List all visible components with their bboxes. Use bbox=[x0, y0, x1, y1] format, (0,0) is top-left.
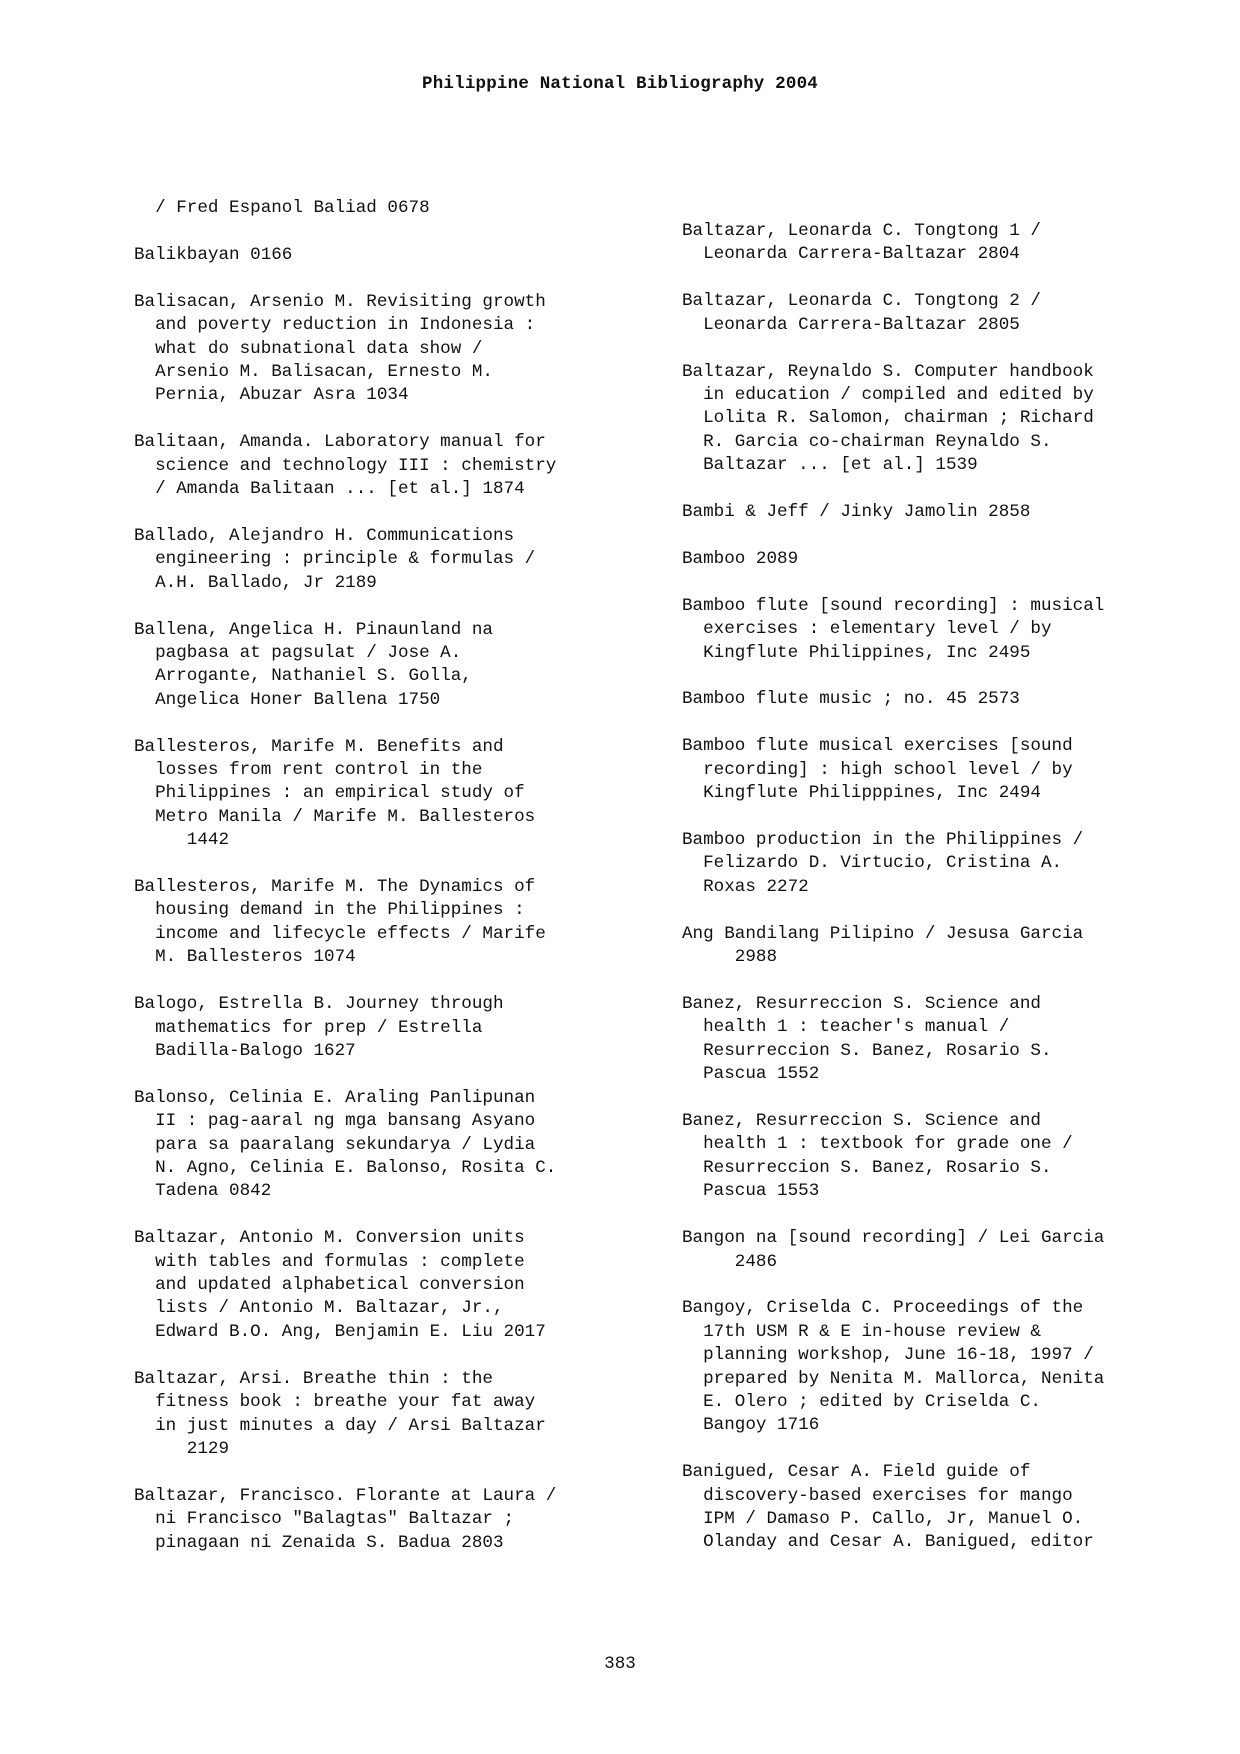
entry-line: Baltazar ... [et al.] 1539 bbox=[682, 455, 978, 476]
entry-line: Baltazar, Arsi. Breathe thin : the bbox=[134, 1368, 493, 1389]
entry-line: Bambi & Jeff / Jinky Jamolin 2858 bbox=[682, 502, 1031, 523]
bibliography-entry bbox=[134, 525, 634, 595]
entry-line: Tadena 0842 bbox=[134, 1181, 272, 1202]
entry-line: Banez, Resurreccion S. Science and bbox=[682, 993, 1041, 1014]
entry-line: Balikbayan 0166 bbox=[134, 244, 293, 265]
entry-line: Bamboo flute music ; no. 45 2573 bbox=[682, 689, 1020, 710]
entry-line: fitness book : breathe your fat away bbox=[134, 1392, 536, 1413]
entry-line: Leonarda Carrera-Baltazar 2805 bbox=[682, 314, 1020, 335]
entry-line: pagbasa at pagsulat / Jose A. bbox=[134, 642, 462, 663]
entry-line: / Amanda Balitaan ... [et al.] 1874 bbox=[134, 479, 525, 500]
bibliography-entry bbox=[682, 688, 1182, 711]
entry-line: Ballesteros, Marife M. Benefits and bbox=[134, 736, 504, 757]
entry-line: Baltazar, Leonarda C. Tongtong 1 / bbox=[682, 221, 1041, 241]
bibliography-entry bbox=[682, 1227, 1182, 1274]
page-number: 383 bbox=[604, 1654, 636, 1674]
entry-line: R. Garcia co-chairman Reynaldo S. bbox=[682, 431, 1052, 452]
bibliography-entry bbox=[134, 736, 634, 853]
entry-line: Pascua 1552 bbox=[682, 1064, 820, 1085]
entry-line: Baltazar, Leonarda C. Tongtong 2 / bbox=[682, 291, 1041, 312]
entry-line: Olanday and Cesar A. Banigued, editor bbox=[682, 1532, 1094, 1553]
bibliography-entry bbox=[682, 923, 1182, 970]
entry-line: / Fred Espanol Baliad 0678 bbox=[134, 198, 430, 218]
entry-line: Metro Manila / Marife M. Ballesteros bbox=[134, 806, 536, 827]
entry-line: lists / Antonio M. Baltazar, Jr., bbox=[134, 1298, 504, 1319]
entry-line: Resurreccion S. Banez, Rosario S. bbox=[682, 1040, 1052, 1061]
entry-line: Angelica Honer Ballena 1750 bbox=[134, 689, 441, 710]
entry-line: pinagaan ni Zenaida S. Badua 2803 bbox=[134, 1532, 504, 1553]
entry-line: discovery-based exercises for mango bbox=[682, 1485, 1073, 1506]
entry-line: Arrogante, Nathaniel S. Golla, bbox=[134, 666, 472, 687]
entry-line: ni Francisco "Balagtas" Baltazar ; bbox=[134, 1509, 515, 1530]
bibliography-entry bbox=[134, 876, 634, 970]
entry-line: Bamboo 2089 bbox=[682, 548, 799, 569]
bibliography-entry bbox=[682, 361, 1182, 478]
entry-line: Ballado, Alejandro H. Communications bbox=[134, 525, 515, 546]
bibliography-column-right bbox=[682, 220, 1182, 1578]
entry-line: engineering : principle & formulas / bbox=[134, 549, 536, 570]
entry-line: Ballesteros, Marife M. The Dynamics of bbox=[134, 877, 536, 898]
entry-line: 1442 bbox=[134, 830, 230, 851]
entry-line: Pernia, Abuzar Asra 1034 bbox=[134, 385, 409, 406]
entry-line: income and lifecycle effects / Marife bbox=[134, 923, 546, 944]
entry-line: prepared by Nenita M. Mallorca, Nenita bbox=[682, 1368, 1105, 1389]
entry-line: Kingflute Philippines, Inc 2495 bbox=[682, 642, 1031, 663]
entry-line: Leonarda Carrera-Baltazar 2804 bbox=[682, 244, 1020, 265]
bibliography-entry bbox=[134, 244, 634, 267]
entry-line: Edward B.O. Ang, Benjamin E. Liu 2017 bbox=[134, 1321, 546, 1342]
entry-line: in education / compiled and edited by bbox=[682, 384, 1094, 405]
bibliography-entry bbox=[682, 290, 1182, 337]
entry-line: Balisacan, Arsenio M. Revisiting growth bbox=[134, 291, 546, 312]
entry-line: Bangoy, Criselda C. Proceedings of the bbox=[682, 1298, 1084, 1319]
entry-line: Badilla-Balogo 1627 bbox=[134, 1040, 356, 1061]
bibliography-entry bbox=[682, 1110, 1182, 1204]
entry-line: Bamboo flute [sound recording] : musical bbox=[682, 595, 1105, 616]
entry-line: IPM / Damaso P. Callo, Jr, Manuel O. bbox=[682, 1509, 1084, 1530]
entry-line: losses from rent control in the bbox=[134, 760, 483, 781]
bibliography-entry bbox=[134, 1227, 634, 1344]
entry-line: mathematics for prep / Estrella bbox=[134, 1017, 483, 1038]
entry-line: A.H. Ballado, Jr 2189 bbox=[134, 572, 377, 593]
entry-line: Bamboo production in the Philippines / bbox=[682, 830, 1084, 851]
bibliography-entry bbox=[682, 993, 1182, 1087]
entry-line: Baltazar, Reynaldo S. Computer handbook bbox=[682, 361, 1094, 382]
entry-line: M. Ballesteros 1074 bbox=[134, 947, 356, 968]
entry-line: Baltazar, Francisco. Florante at Laura / bbox=[134, 1485, 557, 1506]
entry-line: Kingflute Philipppines, Inc 2494 bbox=[682, 783, 1041, 804]
bibliography-entry bbox=[682, 829, 1182, 899]
entry-line: Resurreccion S. Banez, Rosario S. bbox=[682, 1157, 1052, 1178]
bibliography-entry bbox=[682, 735, 1182, 805]
bibliography-entry bbox=[134, 1485, 634, 1555]
entry-line: health 1 : textbook for grade one / bbox=[682, 1134, 1073, 1155]
entry-line: in just minutes a day / Arsi Baltazar bbox=[134, 1415, 546, 1436]
entry-line: and poverty reduction in Indonesia : bbox=[134, 315, 536, 336]
entry-line: Bangon na [sound recording] / Lei Garcia bbox=[682, 1228, 1105, 1249]
bibliography-entry bbox=[134, 993, 634, 1063]
entry-line: Pascua 1553 bbox=[682, 1181, 820, 1202]
entry-line: para sa paaralang sekundarya / Lydia bbox=[134, 1134, 536, 1155]
bibliography-entry bbox=[682, 595, 1182, 665]
entry-line: Bangoy 1716 bbox=[682, 1415, 820, 1436]
bibliography-entry bbox=[682, 220, 1182, 267]
entry-line: recording] : high school level / by bbox=[682, 759, 1073, 780]
bibliography-entry bbox=[134, 197, 634, 220]
entry-line: 2988 bbox=[682, 947, 778, 968]
entry-line: Bamboo flute musical exercises [sound bbox=[682, 736, 1073, 757]
bibliography-column-left bbox=[134, 197, 634, 1578]
entry-line: planning workshop, June 16-18, 1997 / bbox=[682, 1345, 1094, 1366]
entry-line: what do subnational data show / bbox=[134, 338, 483, 359]
entry-line: science and technology III : chemistry bbox=[134, 455, 557, 476]
entry-line: 2129 bbox=[134, 1438, 230, 1459]
entry-line: Balonso, Celinia E. Araling Panlipunan bbox=[134, 1087, 536, 1108]
entry-line: Banigued, Cesar A. Field guide of bbox=[682, 1462, 1031, 1483]
bibliography-entry bbox=[682, 548, 1182, 571]
entry-line: and updated alphabetical conversion bbox=[134, 1275, 525, 1296]
entry-line: Felizardo D. Virtucio, Cristina A. bbox=[682, 853, 1063, 874]
bibliography-entry bbox=[682, 501, 1182, 524]
page-title: Philippine National Bibliography 2004 bbox=[422, 74, 818, 94]
entry-line: exercises : elementary level / by bbox=[682, 619, 1052, 640]
entry-line: N. Agno, Celinia E. Balonso, Rosita C. bbox=[134, 1158, 557, 1178]
entry-line: E. Olero ; edited by Criselda C. bbox=[682, 1391, 1041, 1412]
bibliography-entry bbox=[134, 291, 634, 408]
entry-line: Balitaan, Amanda. Laboratory manual for bbox=[134, 432, 546, 453]
entry-line: Ang Bandilang Pilipino / Jesusa Garcia bbox=[682, 923, 1084, 944]
entry-line: Banez, Resurreccion S. Science and bbox=[682, 1111, 1041, 1132]
entry-line: 2486 bbox=[682, 1251, 778, 1272]
bibliography-entry bbox=[682, 1461, 1182, 1555]
entry-line: health 1 : teacher's manual / bbox=[682, 1017, 1010, 1038]
entry-line: Balogo, Estrella B. Journey through bbox=[134, 994, 504, 1015]
entry-line: Philippines : an empirical study of bbox=[134, 783, 525, 804]
bibliography-entry bbox=[134, 619, 634, 713]
bibliography-entry bbox=[134, 1087, 634, 1204]
entry-line: housing demand in the Philippines : bbox=[134, 900, 525, 921]
entry-line: Ballena, Angelica H. Pinaunland na bbox=[134, 619, 493, 640]
entry-line: II : pag-aaral ng mga bansang Asyano bbox=[134, 1111, 536, 1132]
bibliography-entry bbox=[134, 431, 634, 501]
bibliography-entry bbox=[682, 1297, 1182, 1437]
entry-line: 17th USM R & E in-house review & bbox=[682, 1321, 1041, 1342]
bibliography-entry bbox=[134, 1368, 634, 1462]
entry-line: Arsenio M. Balisacan, Ernesto M. bbox=[134, 361, 493, 382]
entry-line: Lolita R. Salomon, chairman ; Richard bbox=[682, 408, 1094, 429]
entry-line: Roxas 2272 bbox=[682, 876, 809, 897]
entry-line: Baltazar, Antonio M. Conversion units bbox=[134, 1228, 525, 1249]
entry-line: with tables and formulas : complete bbox=[134, 1251, 525, 1272]
